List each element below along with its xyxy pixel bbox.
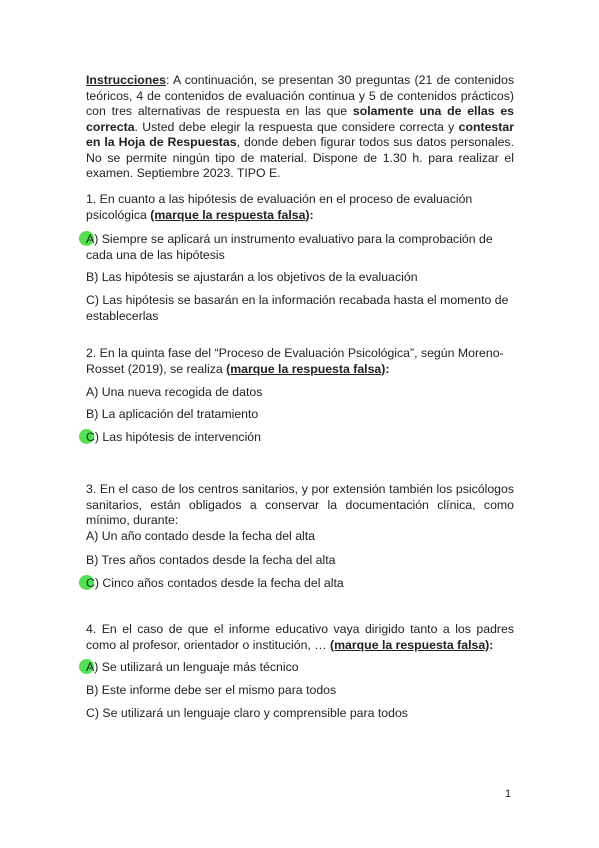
- instructions-text-2: . Usted debe elegir la respuesta que considere correcta y: [134, 119, 459, 134]
- question-2-text: 2. En la quinta fase del “Proceso de Evaluación Psicológica”, según Moreno-Rosset (2019), se realiza: [86, 346, 504, 376]
- option-text: A) Una nueva recogida de datos: [86, 385, 263, 399]
- instructions-text-3: , donde deben figurar todos sus datos personales. No se permite ningún tipo de material. Dispone de 1.30 h. para realizar el examen. Septiembre 2023. TIPO E.: [86, 135, 514, 180]
- instructions-bold-2: contestar en la Hoja de Respuestas: [86, 119, 514, 149]
- question-1-option-a[interactable]: [86, 232, 516, 263]
- option-text: C) Se utilizará un lenguaje claro y comprensible para todos: [86, 706, 408, 720]
- question-1-option-c[interactable]: [86, 293, 516, 324]
- question-4-flag-end: :: [489, 637, 494, 652]
- instructions-paragraph: [86, 73, 514, 182]
- option-text: C) Las hipótesis de intervención: [86, 430, 261, 444]
- question-4-option-c[interactable]: [86, 706, 516, 722]
- option-text: B) Las hipótesis se ajustarán a los objetivos de la evaluación: [86, 270, 418, 284]
- instructions-bold-1: solamente una de ellas es correcta: [86, 104, 514, 134]
- question-4-stem: [86, 622, 514, 653]
- question-2-flag-end: :: [385, 361, 390, 376]
- question-3-stem: [86, 482, 514, 529]
- question-1-option-b[interactable]: [86, 270, 516, 286]
- option-text: B) Tres años contados desde la fecha del alta: [86, 553, 336, 567]
- option-text: A) Siempre se aplicará un instrumento evaluativo para la comprobación de cada una de las hipótesis: [86, 232, 493, 262]
- question-2-option-c[interactable]: [86, 430, 516, 446]
- question-3-option-a[interactable]: [86, 529, 516, 545]
- option-text: B) Este informe debe ser el mismo para todos: [86, 683, 337, 697]
- question-2-stem: [86, 346, 514, 377]
- question-2-flag: (marque la respuesta falsa): [226, 361, 386, 376]
- option-text: C) Las hipótesis se basarán en la información recabada hasta el momento de establecerlas: [86, 293, 509, 323]
- question-2-option-a[interactable]: [86, 385, 516, 401]
- question-4-flag: (marque la respuesta falsa): [330, 637, 490, 652]
- question-3-option-c[interactable]: [86, 576, 516, 592]
- question-1-flag: (marque la respuesta falsa): [150, 207, 310, 222]
- question-1-text: 1. En cuanto a las hipótesis de evaluación en el proceso de evaluación psicológica: [86, 192, 473, 222]
- question-1-flag-end: :: [309, 207, 314, 222]
- instructions-text-1: : A continuación, se presentan 30 preguntas (21 de contenidos teóricos, 4 de contenidos de evaluación continua y 5 de contenidos prácticos) con tres alternativas de respuesta en las que: [86, 73, 514, 118]
- page-number: 1: [505, 788, 512, 800]
- option-text: A) Se utilizará un lenguaje más técnico: [86, 660, 299, 674]
- question-3-option-b[interactable]: [86, 553, 516, 569]
- question-4-option-b[interactable]: [86, 683, 516, 699]
- option-text: B) La aplicación del tratamiento: [86, 407, 259, 421]
- question-1-stem: [86, 192, 514, 223]
- question-4-text: 4. En el caso de que el informe educativo vaya dirigido tanto a los padres como al profesor, orientador o institución, …: [86, 622, 514, 652]
- option-text: C) Cinco años contados desde la fecha del alta: [86, 576, 344, 590]
- question-3-text: 3. En el caso de los centros sanitarios, y por extensión también los psicólogos sanitarios, están obligados a conservar la documentación clínica, como mínimo, durante:: [86, 482, 514, 527]
- question-2-option-b[interactable]: [86, 407, 516, 423]
- question-4-option-a[interactable]: [86, 660, 516, 676]
- instructions-label: Instrucciones: [86, 73, 166, 87]
- option-text: A) Un año contado desde la fecha del alta: [86, 529, 316, 543]
